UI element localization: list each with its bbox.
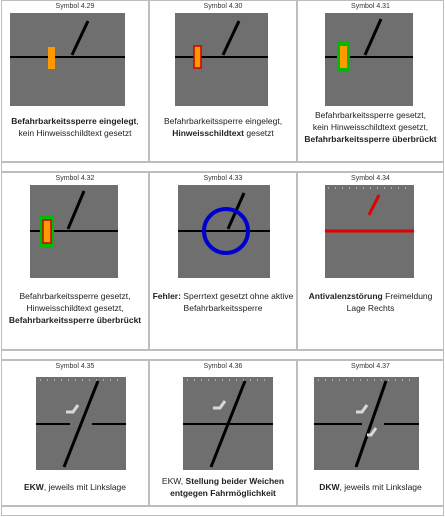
table-spacer-row [1,350,444,360]
symbol-4-33-svg [178,185,270,278]
caption-4-29 [4,115,146,139]
table-cell-4-32 [1,172,149,350]
symbol-4-37-svg [314,377,419,470]
table-spacer-row [1,506,444,516]
caption-4-30 [152,115,294,139]
table-cell-4-30 [149,0,297,162]
table-cell-4-31 [297,0,444,162]
caption-text: Sperrtext gesetzt ohne aktive Befahrbarkeitssperre [180,291,294,313]
caption-4-34 [300,290,441,314]
symbol-4-31-svg [325,13,413,106]
symbol-4-37-graphic [314,377,419,470]
caption-4-32 [4,290,146,326]
caption-text: gesetzt [244,128,274,138]
symbol-label: Symbol 4.35 [55,363,95,370]
table-cell-4-35 [1,360,149,506]
caption-bold: Antivalenzstörung [308,291,383,301]
switch-line [68,191,84,229]
caption-text: Befahrbarkeitssperre gesetzt, [19,291,131,301]
caption-text: kein Hinweisschildtext gesetzt [18,128,132,138]
symbol-label: Symbol 4.34 [351,175,390,182]
symbol-4-36-graphic [183,377,273,470]
caption-4-33 [152,290,294,314]
switch-line [365,19,381,55]
symbol-label: Symbol 4.33 [203,175,243,182]
caption-bold: Befahrbarkeitssperre eingelegt [11,116,137,126]
switch-line [223,21,239,55]
table-cell-4-29 [1,0,149,162]
symbol-4-30-graphic [175,13,268,106]
caption-bold: Stellung beider Weichen entgegen Fahrmöglichkeit [170,476,285,498]
symbol-4-32-graphic [30,185,118,278]
caption-4-31 [300,109,441,145]
table-cell-4-37 [297,360,444,506]
caption-text: kein Hinweisschildtext gesetzt, [312,122,429,132]
switch-position-marker [213,401,225,408]
barrier-marker-with-text [43,220,51,243]
switch-position-marker [66,405,78,412]
caption-bold: Befahrbarkeitssperre überbrückt [8,315,142,325]
fault-switch-line [369,195,379,215]
symbol-label: Symbol 4.36 [203,363,243,370]
caption-4-35 [4,481,146,493]
table-cell-4-33 [149,172,297,350]
symbol-4-30-svg [175,13,268,106]
caption-text: Befahrbarkeitssperre gesetzt, [314,110,427,120]
symbol-4-34-graphic [325,185,414,278]
symbol-4-29-graphic [10,13,125,106]
caption-text: Hinweisschildtext gesetzt, [26,303,124,313]
symbol-label: Symbol 4.37 [351,363,390,370]
symbol-4-33-graphic [178,185,270,278]
table-cell-4-36 [149,360,297,506]
symbol-4-29-svg [10,13,125,106]
caption-4-37 [300,481,441,493]
caption-text: EKW, [161,476,186,486]
symbol-4-35-graphic [36,377,126,470]
caption-bold: EKW [23,482,44,492]
switch-position-marker-upper [356,405,367,412]
caption-bold: Befahrbarkeitssperre überbrückt [304,134,437,144]
caption-bold: DKW [319,482,340,492]
symbol-label: Symbol 4.32 [55,175,95,182]
caption-text: Freimeldung Lage Rechts [346,291,433,313]
symbol-label: Symbol 4.30 [203,3,243,10]
symbol-label: Symbol 4.31 [351,3,390,10]
table-cell-4-34 [297,172,444,350]
caption-text: , jeweils mit Linkslage [43,482,127,492]
symbol-4-31-graphic [325,13,413,106]
table-spacer-row [1,162,444,172]
barrier-marker [340,46,347,68]
caption-bold: Fehler: [152,291,181,301]
caption-text: Befahrbarkeitssperre eingelegt, [163,116,283,126]
symbol-4-35-svg [36,377,126,470]
switch-line [72,21,88,55]
symbol-4-34-svg [325,185,414,278]
symbol-4-36-svg [183,377,273,470]
barrier-marker [48,47,55,69]
caption-bold: Hinweisschildtext [172,128,245,138]
symbol-4-32-svg [30,185,118,278]
caption-text: , [136,116,139,126]
barrier-marker-with-text [194,46,201,68]
caption-text: , jeweils mit Linkslage [339,482,422,492]
symbol-label: Symbol 4.29 [55,3,95,10]
caption-4-36 [152,475,294,499]
symbol-table [1,0,444,516]
